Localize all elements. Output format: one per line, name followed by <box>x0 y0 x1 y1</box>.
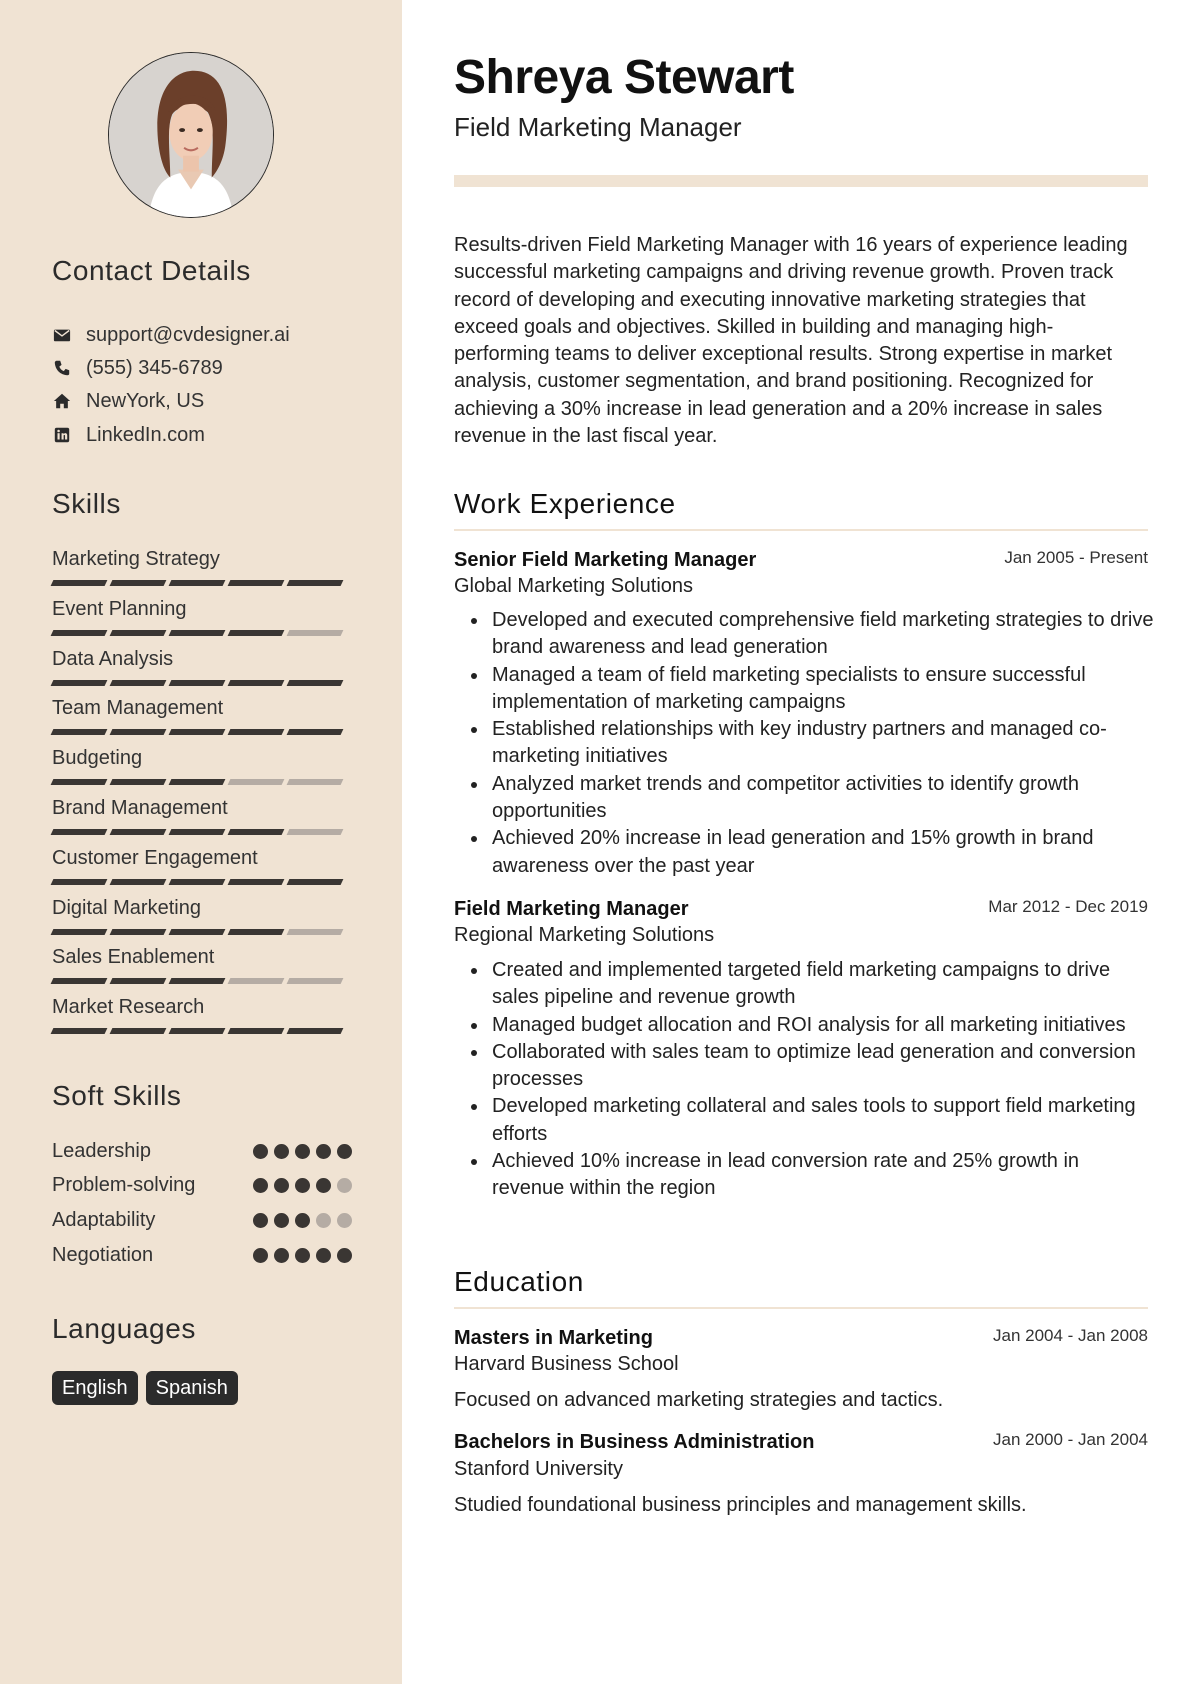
rating-dot <box>337 1213 352 1228</box>
skill-level-meter <box>52 1028 352 1034</box>
language-badge: English <box>52 1371 138 1405</box>
school-name: Harvard Business School <box>454 1353 679 1375</box>
soft-skill-item <box>52 1137 352 1165</box>
skill-item <box>52 646 352 686</box>
soft-skill-name: Problem-solving <box>52 1174 196 1197</box>
soft-skill-rating <box>253 1178 352 1193</box>
rating-dot <box>295 1248 310 1263</box>
home-icon <box>52 391 72 411</box>
skill-level-meter <box>52 879 352 885</box>
skill-level-segment <box>51 1028 108 1034</box>
rating-dot <box>295 1178 310 1193</box>
soft-skill-rating <box>253 1213 352 1228</box>
skill-item <box>52 745 352 785</box>
skill-level-segment <box>51 580 108 586</box>
languages-heading: Languages <box>52 1313 196 1344</box>
skill-level-meter <box>52 680 352 686</box>
language-badge: Spanish <box>146 1371 238 1405</box>
list-item: Developed and executed comprehensive field marketing strategies to drive brand awareness and lead generation <box>454 607 1154 662</box>
skill-name: Digital Marketing <box>52 896 201 919</box>
skill-level-segment <box>51 779 108 785</box>
degree-title: Bachelors in Business Administration <box>454 1431 815 1453</box>
skill-level-segment <box>169 978 226 984</box>
soft-skill-item <box>52 1241 352 1269</box>
skill-name: Sales Enablement <box>52 946 215 969</box>
rating-dot <box>274 1248 289 1263</box>
skill-level-segment <box>228 1028 285 1034</box>
rating-dot <box>295 1213 310 1228</box>
skill-level-segment <box>110 630 167 636</box>
skill-level-segment <box>287 729 344 735</box>
skill-level-segment <box>110 779 167 785</box>
skill-level-segment <box>110 978 167 984</box>
header-divider <box>454 175 1148 187</box>
skills-heading: Skills <box>52 488 121 519</box>
contact-phone[interactable] <box>52 354 223 382</box>
contact-linkedin[interactable] <box>52 421 205 449</box>
skill-level-segment <box>169 630 226 636</box>
skill-level-segment <box>51 729 108 735</box>
skill-name: Data Analysis <box>52 647 174 670</box>
contact-linkedin-text: LinkedIn.com <box>86 423 205 446</box>
job-company: Global Marketing Solutions <box>454 575 694 597</box>
soft-skill-item <box>52 1172 352 1200</box>
list-item: Analyzed market trends and competitor activities to identify growth opportunities <box>454 771 1154 826</box>
skill-level-meter <box>52 829 352 835</box>
skill-item <box>52 994 352 1034</box>
skill-level-segment <box>228 779 285 785</box>
soft-skill-name: Adaptability <box>52 1208 156 1231</box>
skill-level-segment <box>169 779 226 785</box>
skill-level-segment <box>110 879 167 885</box>
skill-level-segment <box>51 879 108 885</box>
rating-dot <box>337 1144 352 1159</box>
contact-location <box>52 387 204 415</box>
job-dates: Mar 2012 - Dec 2019 <box>988 897 1148 916</box>
list-item: Achieved 20% increase in lead generation and 15% growth in brand awareness over the past year <box>454 825 1154 880</box>
skill-level-segment <box>228 879 285 885</box>
list-item: Collaborated with sales team to optimize lead generation and conversion processes <box>454 1039 1154 1094</box>
skill-level-segment <box>169 580 226 586</box>
skill-item <box>52 944 352 984</box>
job-company: Regional Marketing Solutions <box>454 924 715 946</box>
contact-phone-text: (555) 345-6789 <box>86 356 223 379</box>
skill-level-segment <box>287 879 344 885</box>
soft-skill-name: Negotiation <box>52 1243 154 1266</box>
degree-title: Masters in Marketing <box>454 1327 653 1349</box>
contact-heading: Contact Details <box>52 255 251 286</box>
rating-dot <box>274 1213 289 1228</box>
soft-skill-item <box>52 1206 352 1234</box>
skill-name: Customer Engagement <box>52 846 258 869</box>
skill-level-segment <box>169 829 226 835</box>
skill-item <box>52 895 352 935</box>
rating-dot <box>274 1144 289 1159</box>
soft-skills-heading: Soft Skills <box>52 1080 182 1111</box>
contact-email[interactable] <box>52 321 290 349</box>
rating-dot <box>274 1178 289 1193</box>
degree-dates: Jan 2004 - Jan 2008 <box>992 1326 1148 1345</box>
skill-name: Budgeting <box>52 747 143 770</box>
soft-skill-rating <box>253 1144 352 1159</box>
skill-level-meter <box>52 580 352 586</box>
skill-level-segment <box>51 978 108 984</box>
work-experience-heading: Work Experience <box>454 488 676 519</box>
skill-level-meter <box>52 729 352 735</box>
rating-dot <box>337 1248 352 1263</box>
skill-level-segment <box>51 929 108 935</box>
skill-name: Market Research <box>52 996 205 1019</box>
job-dates: Jan 2005 - Present <box>1004 548 1148 567</box>
envelope-icon <box>52 325 72 345</box>
list-item: Developed marketing collateral and sales tools to support field marketing efforts <box>454 1093 1154 1148</box>
skill-level-segment <box>169 680 226 686</box>
skill-item <box>52 546 352 586</box>
skill-item <box>52 695 352 735</box>
skill-level-segment <box>169 879 226 885</box>
skill-level-segment <box>228 978 285 984</box>
main-content <box>402 0 1200 1684</box>
phone-icon <box>52 358 72 378</box>
school-name: Stanford University <box>454 1458 623 1480</box>
degree-description: Focused on advanced marketing strategies and tactics. <box>454 1389 944 1411</box>
work-divider <box>454 529 1148 531</box>
job-title: Field Marketing Manager <box>454 898 689 920</box>
skill-level-segment <box>110 829 167 835</box>
skill-level-meter <box>52 978 352 984</box>
rating-dot <box>253 1178 268 1193</box>
skill-level-segment <box>110 729 167 735</box>
skill-name: Marketing Strategy <box>52 548 220 570</box>
list-item: Established relationships with key industry partners and managed co-marketing initiatives <box>454 716 1154 771</box>
skill-item <box>52 596 352 636</box>
skill-level-segment <box>169 929 226 935</box>
job-title: Senior Field Marketing Manager <box>454 549 757 571</box>
skill-item <box>52 845 352 885</box>
degree-description: Studied foundational business principles and management skills. <box>454 1494 1027 1516</box>
job-bullets <box>454 607 1154 880</box>
skill-level-segment <box>228 929 285 935</box>
skill-level-segment <box>228 829 285 835</box>
candidate-title: Field Marketing Manager <box>454 112 742 142</box>
soft-skill-rating <box>253 1248 352 1263</box>
rating-dot <box>316 1178 331 1193</box>
skill-level-segment <box>228 580 285 586</box>
skill-level-segment <box>228 680 285 686</box>
skill-level-segment <box>110 680 167 686</box>
skill-level-meter <box>52 630 352 636</box>
skill-name: Team Management <box>52 697 224 720</box>
job-bullets <box>454 957 1154 1203</box>
skill-level-segment <box>169 729 226 735</box>
skill-name: Brand Management <box>52 797 228 819</box>
list-item: Created and implemented targeted field marketing campaigns to drive sales pipeline and revenue growth <box>454 957 1154 1012</box>
skill-level-segment <box>228 729 285 735</box>
skill-level-segment <box>287 779 344 785</box>
education-heading: Education <box>454 1266 584 1297</box>
list-item: Managed a team of field marketing specialists to ensure successful implementation of marketing campaigns <box>454 662 1154 717</box>
skill-item <box>52 795 352 835</box>
skill-level-segment <box>287 929 344 935</box>
skill-level-segment <box>228 630 285 636</box>
skill-level-segment <box>287 1028 344 1034</box>
rating-dot <box>253 1248 268 1263</box>
list-item: Achieved 10% increase in lead conversion rate and 25% growth in revenue within the region <box>454 1148 1154 1203</box>
skill-level-segment <box>51 829 108 835</box>
contact-email-text: support@cvdesigner.ai <box>86 323 290 346</box>
linkedin-icon <box>52 425 72 445</box>
rating-dot <box>253 1213 268 1228</box>
contact-location-text: NewYork, US <box>86 389 205 412</box>
rating-dot <box>337 1178 352 1193</box>
skill-level-segment <box>110 929 167 935</box>
rating-dot <box>316 1248 331 1263</box>
candidate-name: Shreya Stewart <box>454 51 794 104</box>
skill-level-segment <box>169 1028 226 1034</box>
skill-name: Event Planning <box>52 597 187 620</box>
skill-level-segment <box>110 580 167 586</box>
rating-dot <box>316 1144 331 1159</box>
skill-level-segment <box>287 630 344 636</box>
education-divider <box>454 1307 1148 1309</box>
summary-paragraph: Results-driven Field Marketing Manager with 16 years of experience leading successful marketing campaigns and driving revenue growth. Proven track record of developing and executing innovative marketing strategies that exceed goals and objectives. Skilled in building and managing high-performing teams to deliver exceptional results. Strong expertise in market analysis, customer segmentation, and brand positioning. Recognized for achieving a 30% increase in lead generation and a 20% increase in sales revenue in the last fiscal year. <box>454 234 1128 448</box>
languages-list <box>52 1371 238 1405</box>
skill-level-segment <box>287 680 344 686</box>
avatar <box>108 52 274 218</box>
rating-dot <box>295 1144 310 1159</box>
soft-skill-name: Leadership <box>52 1139 151 1162</box>
skill-level-meter <box>52 779 352 785</box>
skill-level-segment <box>287 978 344 984</box>
skill-level-segment <box>51 630 108 636</box>
skill-level-segment <box>287 829 344 835</box>
skill-level-segment <box>110 1028 167 1034</box>
skill-level-meter <box>52 929 352 935</box>
skill-level-segment <box>287 580 344 586</box>
degree-dates: Jan 2000 - Jan 2004 <box>992 1430 1148 1449</box>
sidebar <box>0 0 402 1684</box>
rating-dot <box>316 1213 331 1228</box>
skill-level-segment <box>51 680 108 686</box>
profile-photo <box>109 53 273 217</box>
list-item: Managed budget allocation and ROI analysis for all marketing initiatives <box>454 1012 1154 1039</box>
rating-dot <box>253 1144 268 1159</box>
